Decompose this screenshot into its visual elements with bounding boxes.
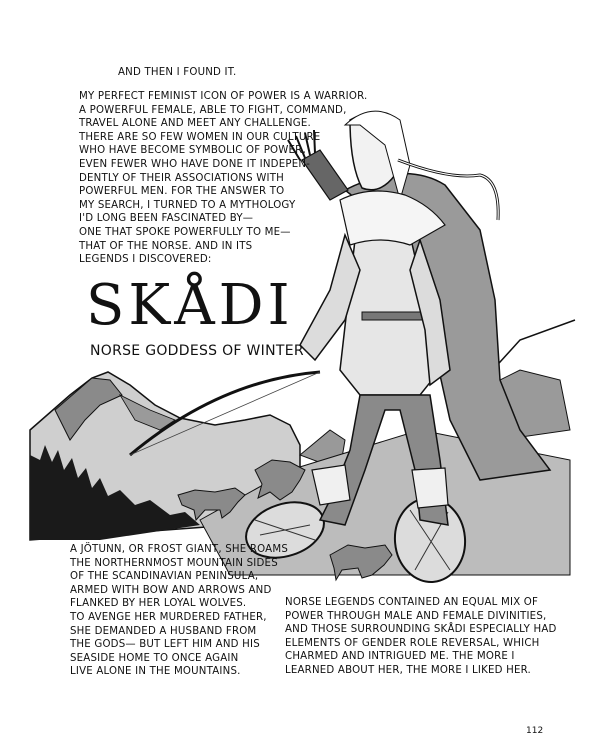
paragraph-1-line: LEGENDS I DISCOVERED: [79,254,212,266]
intro-line: AND THEN I FOUND IT. [118,67,237,78]
paragraph-3-line: POWER THROUGH MALE AND FEMALE DIVINITIES, [285,610,547,622]
paragraph-3-line: NORSE LEGENDS CONTAINED AN EQUAL MIX OF [285,597,539,608]
paragraph-3-line: CHARMED AND INTRIGUED ME. THE MORE I [285,651,515,663]
paragraph-2-line: SEASIDE HOME TO ONCE AGAIN [70,652,239,664]
title-skadi: SKÅDI [86,273,294,338]
paragraph-3 [285,596,565,678]
paragraph-3-line: LEARNED ABOUT HER, THE MORE I LIKED HER. [285,664,531,676]
paragraph-2-line: OF THE SCANDINAVIAN PENINSULA, [70,571,259,583]
paragraph-1-line: EVEN FEWER WHO HAVE DONE IT INDEPEN- [79,158,311,170]
paragraph-1-line: MY PERFECT FEMINIST ICON OF POWER IS A WARRIOR. [79,91,368,102]
paragraph-2-line: SHE DEMANDED A HUSBAND FROM [70,625,257,637]
paragraph-1 [79,90,368,267]
paragraph-1-line: WHO HAVE BECOME SYMBOLIC OF POWER, [79,145,306,157]
paragraph-2-line: A JÖTUNN, OR FROST GIANT, SHE ROAMS [70,544,288,555]
page-number: 112 [526,726,544,736]
paragraph-2-line: THE GODS— BUT LEFT HIM AND HIS [70,639,260,651]
paragraph-1-line: I'D LONG BEEN FASCINATED BY— [79,213,254,225]
paragraph-2-line: LIVE ALONE IN THE MOUNTAINS. [70,666,241,678]
paragraph-1-line: A POWERFUL FEMALE, ABLE TO FIGHT, COMMAND, [79,104,347,116]
subtitle: NORSE GODDESS OF WINTER [90,343,304,359]
paragraph-1-line: POWERFUL MEN. FOR THE ANSWER TO [79,186,285,198]
paragraph-1-line: THERE ARE SO FEW WOMEN IN OUR CULTURE [79,131,321,143]
paragraph-3-line: ELEMENTS OF GENDER ROLE REVERSAL, WHICH [285,637,540,649]
paragraph-3-line: AND THOSE SURROUNDING SKÅDI ESPECIALLY HAD [285,624,557,636]
paragraph-2 [70,543,300,679]
paragraph-2-line: ARMED WITH BOW AND ARROWS AND [70,584,272,596]
paragraph-1-line: MY SEARCH, I TURNED TO A MYTHOLOGY [79,199,296,211]
paragraph-1-line: DENTLY OF THEIR ASSOCIATIONS WITH [79,172,285,184]
paragraph-1-line: ONE THAT SPOKE POWERFULLY TO ME— [79,226,291,238]
paragraph-2-line: FLANKED BY HER LOYAL WOLVES. [70,598,247,610]
paragraph-1-line: THAT OF THE NORSE. AND IN ITS [79,240,253,252]
paragraph-2-line: TO AVENGE HER MURDERED FATHER, [70,611,267,623]
paragraph-1-line: TRAVEL ALONE AND MEET ANY CHALLENGE. [79,118,311,130]
paragraph-2-line: THE NORTHERNMOST MOUNTAIN SIDES [70,557,278,569]
